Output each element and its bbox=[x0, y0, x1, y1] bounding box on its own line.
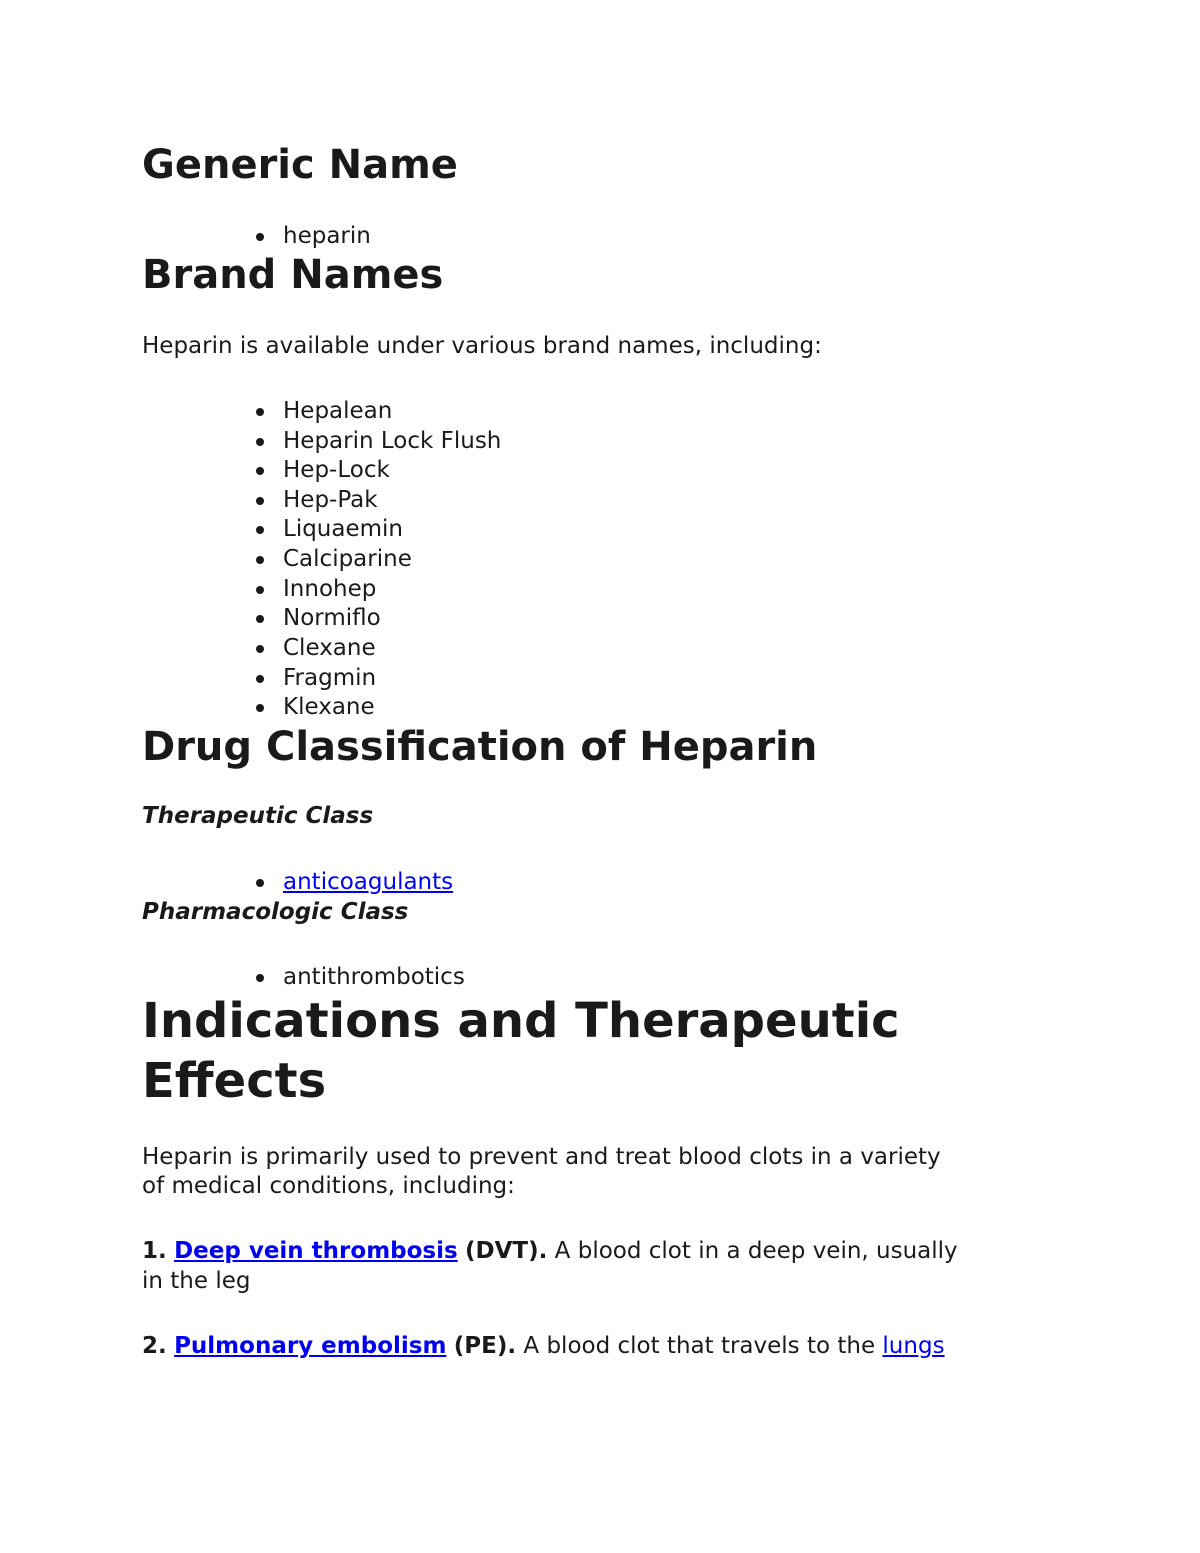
pharmacologic-class-label: Pharmacologic Class bbox=[142, 899, 409, 925]
indications-heading-line1: Indications and Therapeutic bbox=[142, 993, 900, 1049]
dvt-abbreviation: (DVT). bbox=[465, 1238, 548, 1264]
indications-heading-line2: Effects bbox=[142, 1053, 327, 1109]
brand-item: Hepalean bbox=[283, 398, 393, 424]
pe-abbreviation: (PE). bbox=[453, 1333, 517, 1359]
brand-item: Klexane bbox=[283, 694, 375, 720]
generic-name-item: heparin bbox=[283, 223, 371, 249]
drug-classification-heading: Drug Classification of Heparin bbox=[142, 724, 818, 770]
pe-description: A blood clot that travels to the bbox=[516, 1333, 883, 1359]
brand-names-intro: Heparin is available under various brand names, including: bbox=[142, 333, 822, 359]
indication-number: 1. bbox=[142, 1238, 167, 1264]
brand-item: Fragmin bbox=[283, 665, 377, 691]
pharmacologic-class-item: antithrombotics bbox=[283, 964, 465, 990]
dvt-description: A blood clot in a deep vein, usually bbox=[547, 1238, 958, 1264]
brand-names-heading: Brand Names bbox=[142, 252, 444, 298]
indications-intro-line2: of medical conditions, including: bbox=[142, 1173, 515, 1199]
pe-link[interactable]: Pulmonary embolism bbox=[174, 1333, 447, 1359]
indication-number: 2. bbox=[142, 1333, 167, 1359]
indication-item-1-cont: in the leg bbox=[142, 1268, 251, 1294]
brand-item: Calciparine bbox=[283, 546, 412, 572]
brand-item: Hep-Pak bbox=[283, 487, 378, 513]
brand-item: Liquaemin bbox=[283, 516, 403, 542]
generic-name-heading: Generic Name bbox=[142, 142, 458, 188]
therapeutic-class-item bbox=[283, 867, 453, 897]
indication-item-2 bbox=[142, 1331, 945, 1361]
therapeutic-class-label: Therapeutic Class bbox=[142, 803, 374, 829]
brand-item: Hep-Lock bbox=[283, 457, 390, 483]
indication-item-1 bbox=[142, 1236, 958, 1266]
lungs-link[interactable]: lungs bbox=[882, 1333, 945, 1359]
anticoagulants-link[interactable]: anticoagulants bbox=[283, 869, 454, 895]
dvt-link[interactable]: Deep vein thrombosis bbox=[174, 1238, 458, 1264]
brand-item: Innohep bbox=[283, 576, 377, 602]
indications-intro-line1: Heparin is primarily used to prevent and treat blood clots in a variety bbox=[142, 1144, 941, 1170]
brand-item: Heparin Lock Flush bbox=[283, 428, 502, 454]
brand-item: Clexane bbox=[283, 635, 376, 661]
brand-item: Normiflo bbox=[283, 605, 381, 631]
